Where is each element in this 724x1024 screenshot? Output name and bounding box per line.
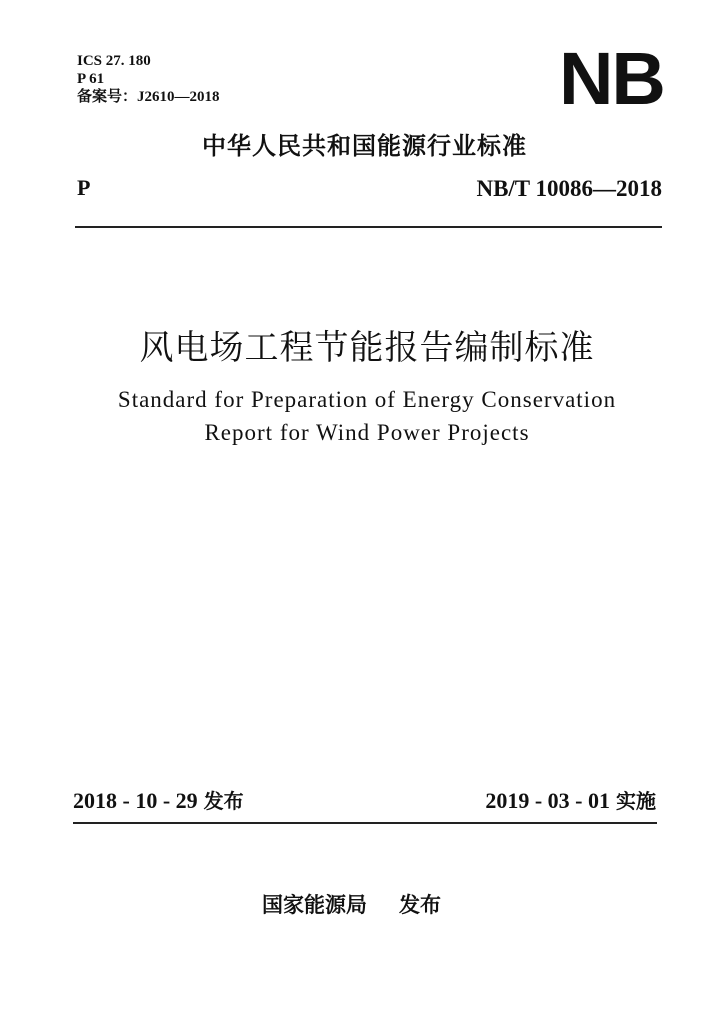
classification-letter: P: [77, 175, 91, 200]
issue-date: [73, 787, 244, 815]
issue-label: 发布: [203, 789, 244, 813]
ics-code: ICS 27. 180: [77, 53, 151, 69]
issue-date-value: 2018 - 10 - 29: [73, 788, 198, 813]
top-divider: [75, 226, 662, 228]
publisher-action: 发布: [399, 893, 441, 917]
publisher: [262, 891, 441, 919]
classification-code: P 61: [77, 71, 105, 87]
publisher-name: 国家能源局: [262, 893, 367, 917]
english-title-line-1: Standard for Preparation of Energy Conservation: [117, 387, 617, 412]
industry-standard-title: 中华人民共和国能源行业标准: [202, 132, 527, 160]
chinese-title: 风电场工程节能报告编制标准: [139, 328, 595, 368]
standard-number: NB/T 10086—2018: [476, 176, 662, 201]
implementation-date-value: 2019 - 03 - 01: [485, 788, 610, 813]
english-title-line-2: Report for Wind Power Projects: [204, 420, 530, 445]
implementation-date: [485, 787, 656, 815]
filing-number: 备案号：J2610—2018: [77, 89, 220, 105]
nb-logo: NB: [559, 37, 664, 120]
bottom-divider: [73, 822, 657, 824]
implementation-label: 实施: [616, 789, 656, 813]
